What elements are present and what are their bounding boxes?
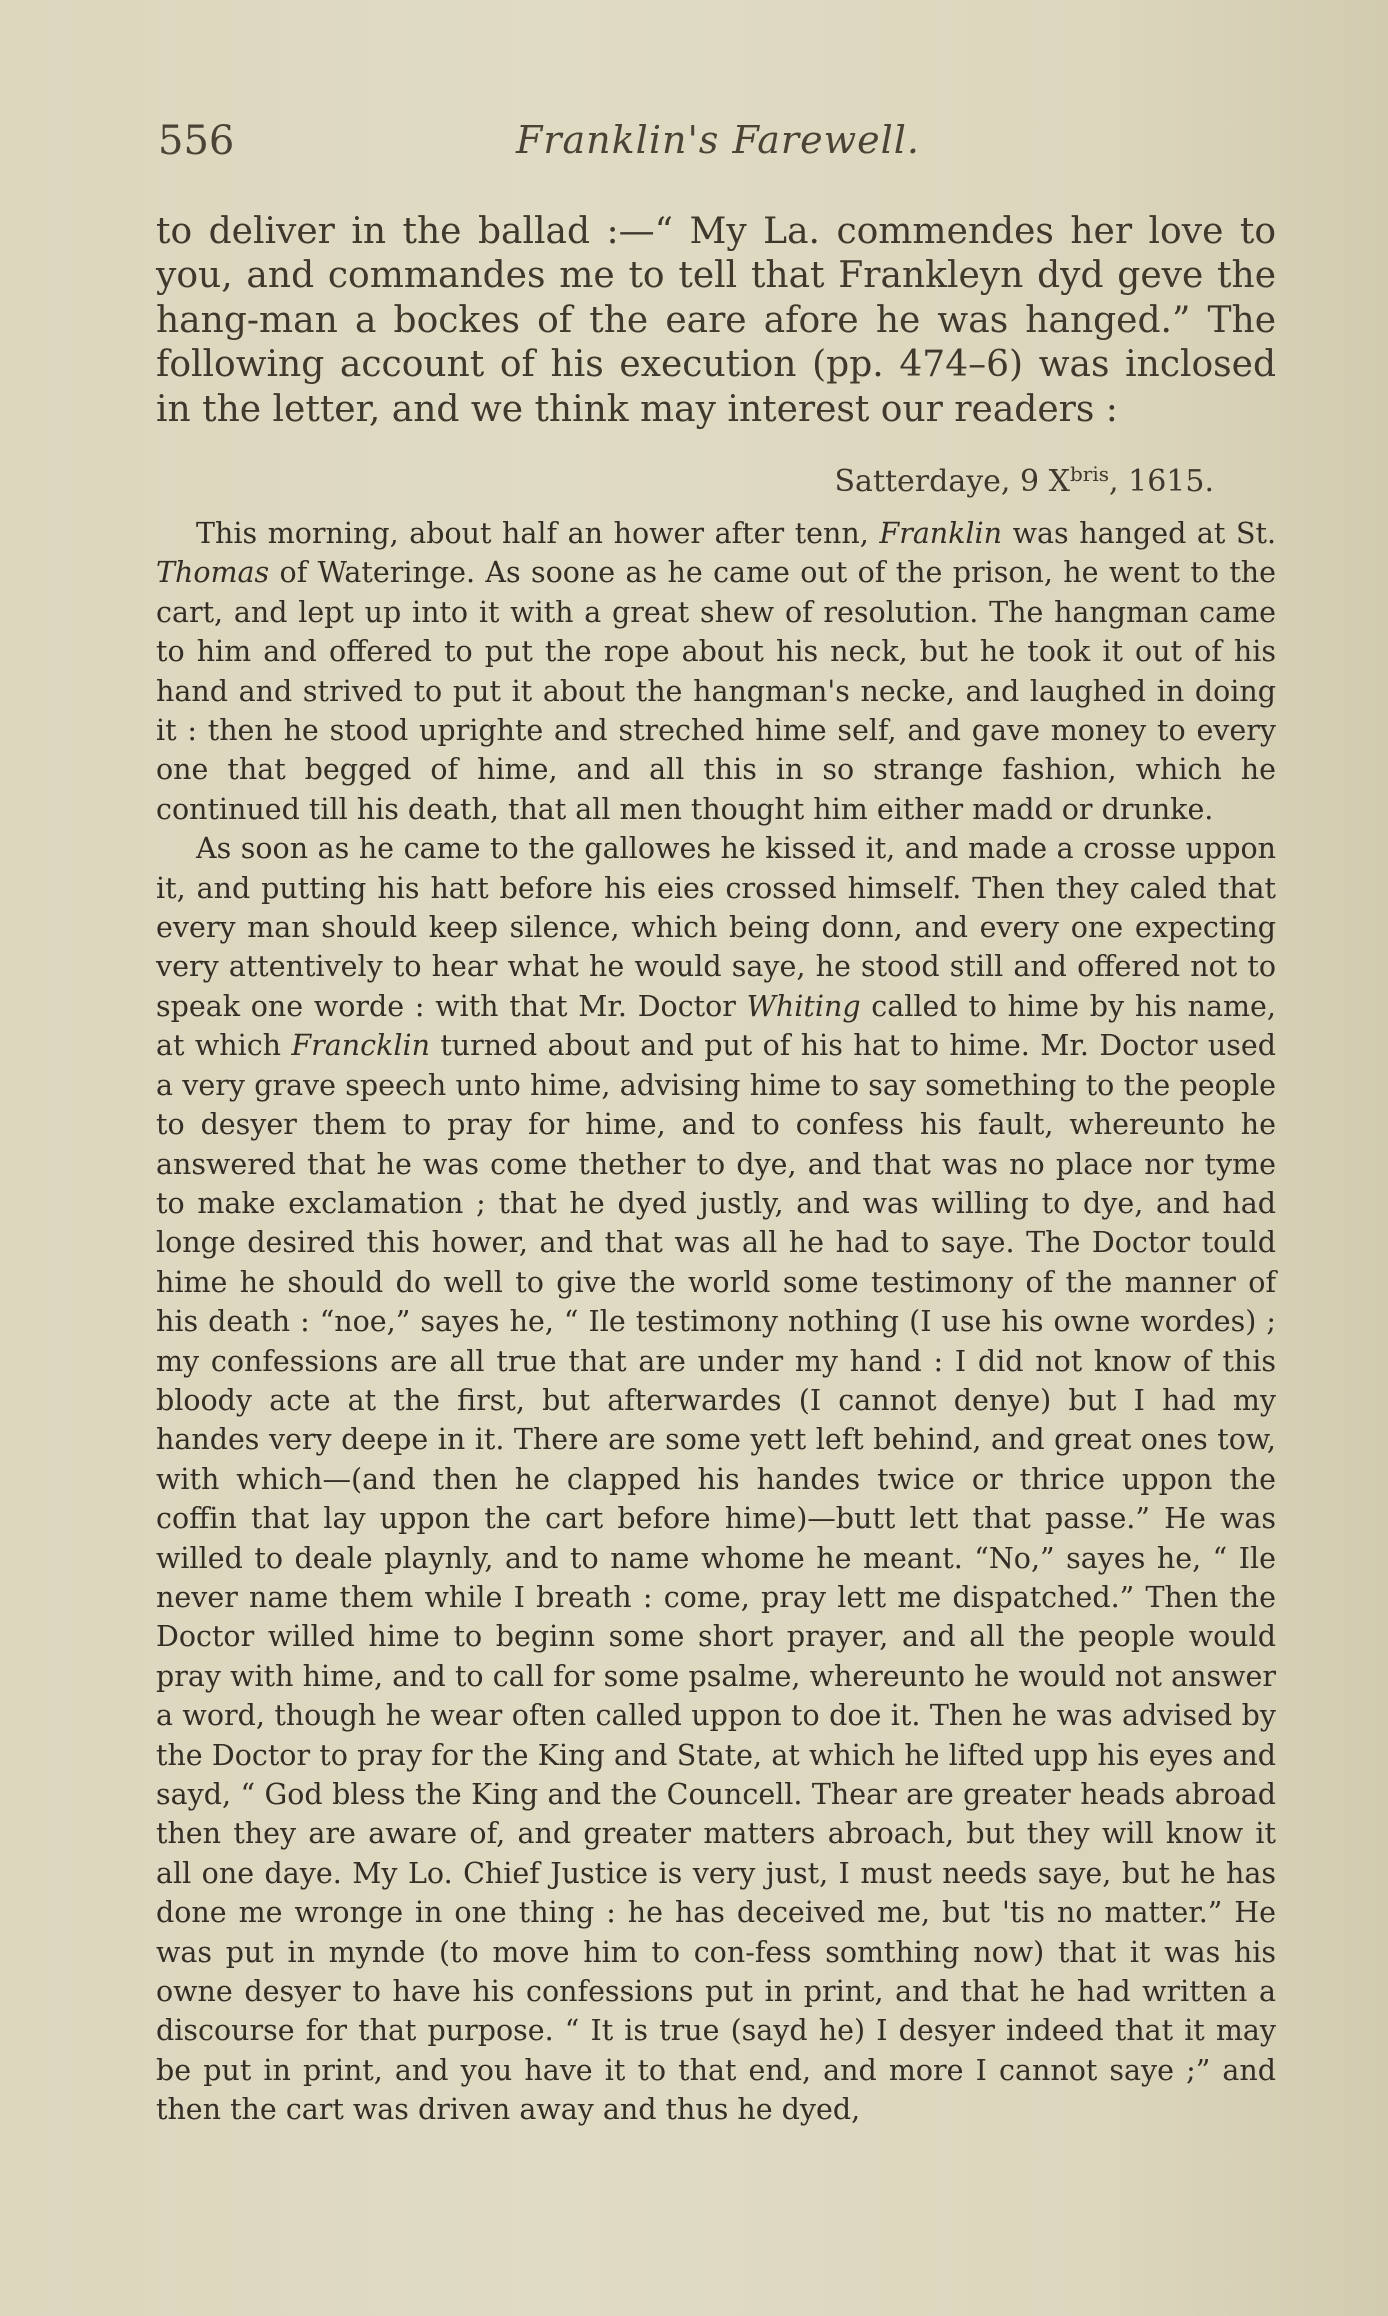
- letter-dateline: [156, 462, 1214, 499]
- page-header: [158, 118, 1278, 178]
- name-franklin: Franklin: [879, 517, 1003, 550]
- letter-paragraph-2: [156, 829, 1276, 2129]
- page-number: 556: [158, 118, 235, 164]
- dateline-after: , 1615.: [1109, 464, 1214, 499]
- letter-body: [156, 514, 1276, 2130]
- text-run: This morning, about half an hower after tenn,: [196, 517, 880, 550]
- intro-paragraph: to deliver in the ballad :—“ My La. commendes her love to you, and commandes me to tell that Frankleyn dyd geve the hang-man a bockes of the eare afore he was hanged.” The following account of his execution (pp. 474–6) was inclosed in the letter, and we think may interest our readers :: [156, 211, 1276, 430]
- running-title: Franklin's Farewell.: [516, 118, 920, 162]
- dateline-before: Satterdaye, 9 X: [834, 464, 1070, 499]
- name-thomas: Thomas: [156, 556, 270, 590]
- text-run: turned about and put of his hat to hime. Mr. Doctor used a very grave speech unto hime, advising hime to say something to the people to desyer them to pray for hime, and to confess his fault, whereunto he answered that he was come thether to dye, and that was no place nor tyme to make exclamation ; that he dyed justly, and was willing to dye, and had longe desired this hower, and that was all he had to saye. The Doctor tould hime he should do well to give the world some testimony of the manner of his death : “noe,” sayes he, “ Ile testimony nothing (I use his owne wordes) ; my confessions are all true that are under my hand : I did not know of this bloody acte at the first, but afterwardes (I cannot denye) but I had my handes very deepe in it. There are some yett left behind, and great ones tow, with which—(and then he clapped his handes twice or thrice uppon the coffin that lay uppon the cart before hime)—butt lett that passe.” He was willed to deale playnly, and to name whome he meant. “No,” sayes he, “ Ile never name them while I breath : come, pray lett me dispatched.” Then the Doctor willed hime to beginn some short prayer, and all the people would pray with hime, and to call for some psalme, whereunto he would not answer a word, though he wear often called uppon to doe it. Then he was advised by the Doctor to pray for the King and State, at which he lifted upp his eyes and sayd, “ God bless the King and the Councell. Thear are greater heads abroad then they are aware of, and greater matters abroach, but they will know it all one daye. My Lo. Chief Justice is very just, I must needs saye, but he has done me wronge in one thing : he has deceived me, but 'tis no matter.” He was put in mynde (to move him to con-fess somthing now) that it was his owne desyer to have his confessions put in print, and that he had written a discourse for that purpose. “ It is true (sayd he) I desyer indeed that it may be put in print, and you have it to that end, and more I cannot saye ;” and then the cart was driven away and thus he dyed,: [156, 1029, 1276, 2127]
- text-run: was hanged at St.: [1002, 517, 1276, 550]
- letter-paragraph-1: [156, 514, 1276, 829]
- text-run: of Wateringe. As soone as he came out of the prison, he went to the cart, and lept up into it with a great shew of resolution. The hangman came to him and offered to put the rope about his neck, but he took it out of his hand and strived to put it about the hangman's necke, and laughed in doing it : then he stood uprighte and streched hime self, and gave money to every one that begged of hime, and all this in so strange fashion, which he continued till his death, that all men thought him either madd or drunke.: [156, 556, 1276, 826]
- name-francklin: Francklin: [291, 1029, 430, 1063]
- text-run: called to hime by his name, at which: [156, 989, 1276, 1063]
- name-whiting: Whiting: [746, 989, 861, 1023]
- dateline-superscript: bris: [1070, 462, 1110, 486]
- text-run: As soon as he came to the gallowes he kissed it, and made a crosse uppon it, and putting his hatt before his eies crossed himself. Then they caled that every man should keep silence, which being donn, and every one expecting very attentively to hear what he would saye, he stood still and offered not to speak one worde : with that Mr. Doctor: [156, 832, 1276, 1023]
